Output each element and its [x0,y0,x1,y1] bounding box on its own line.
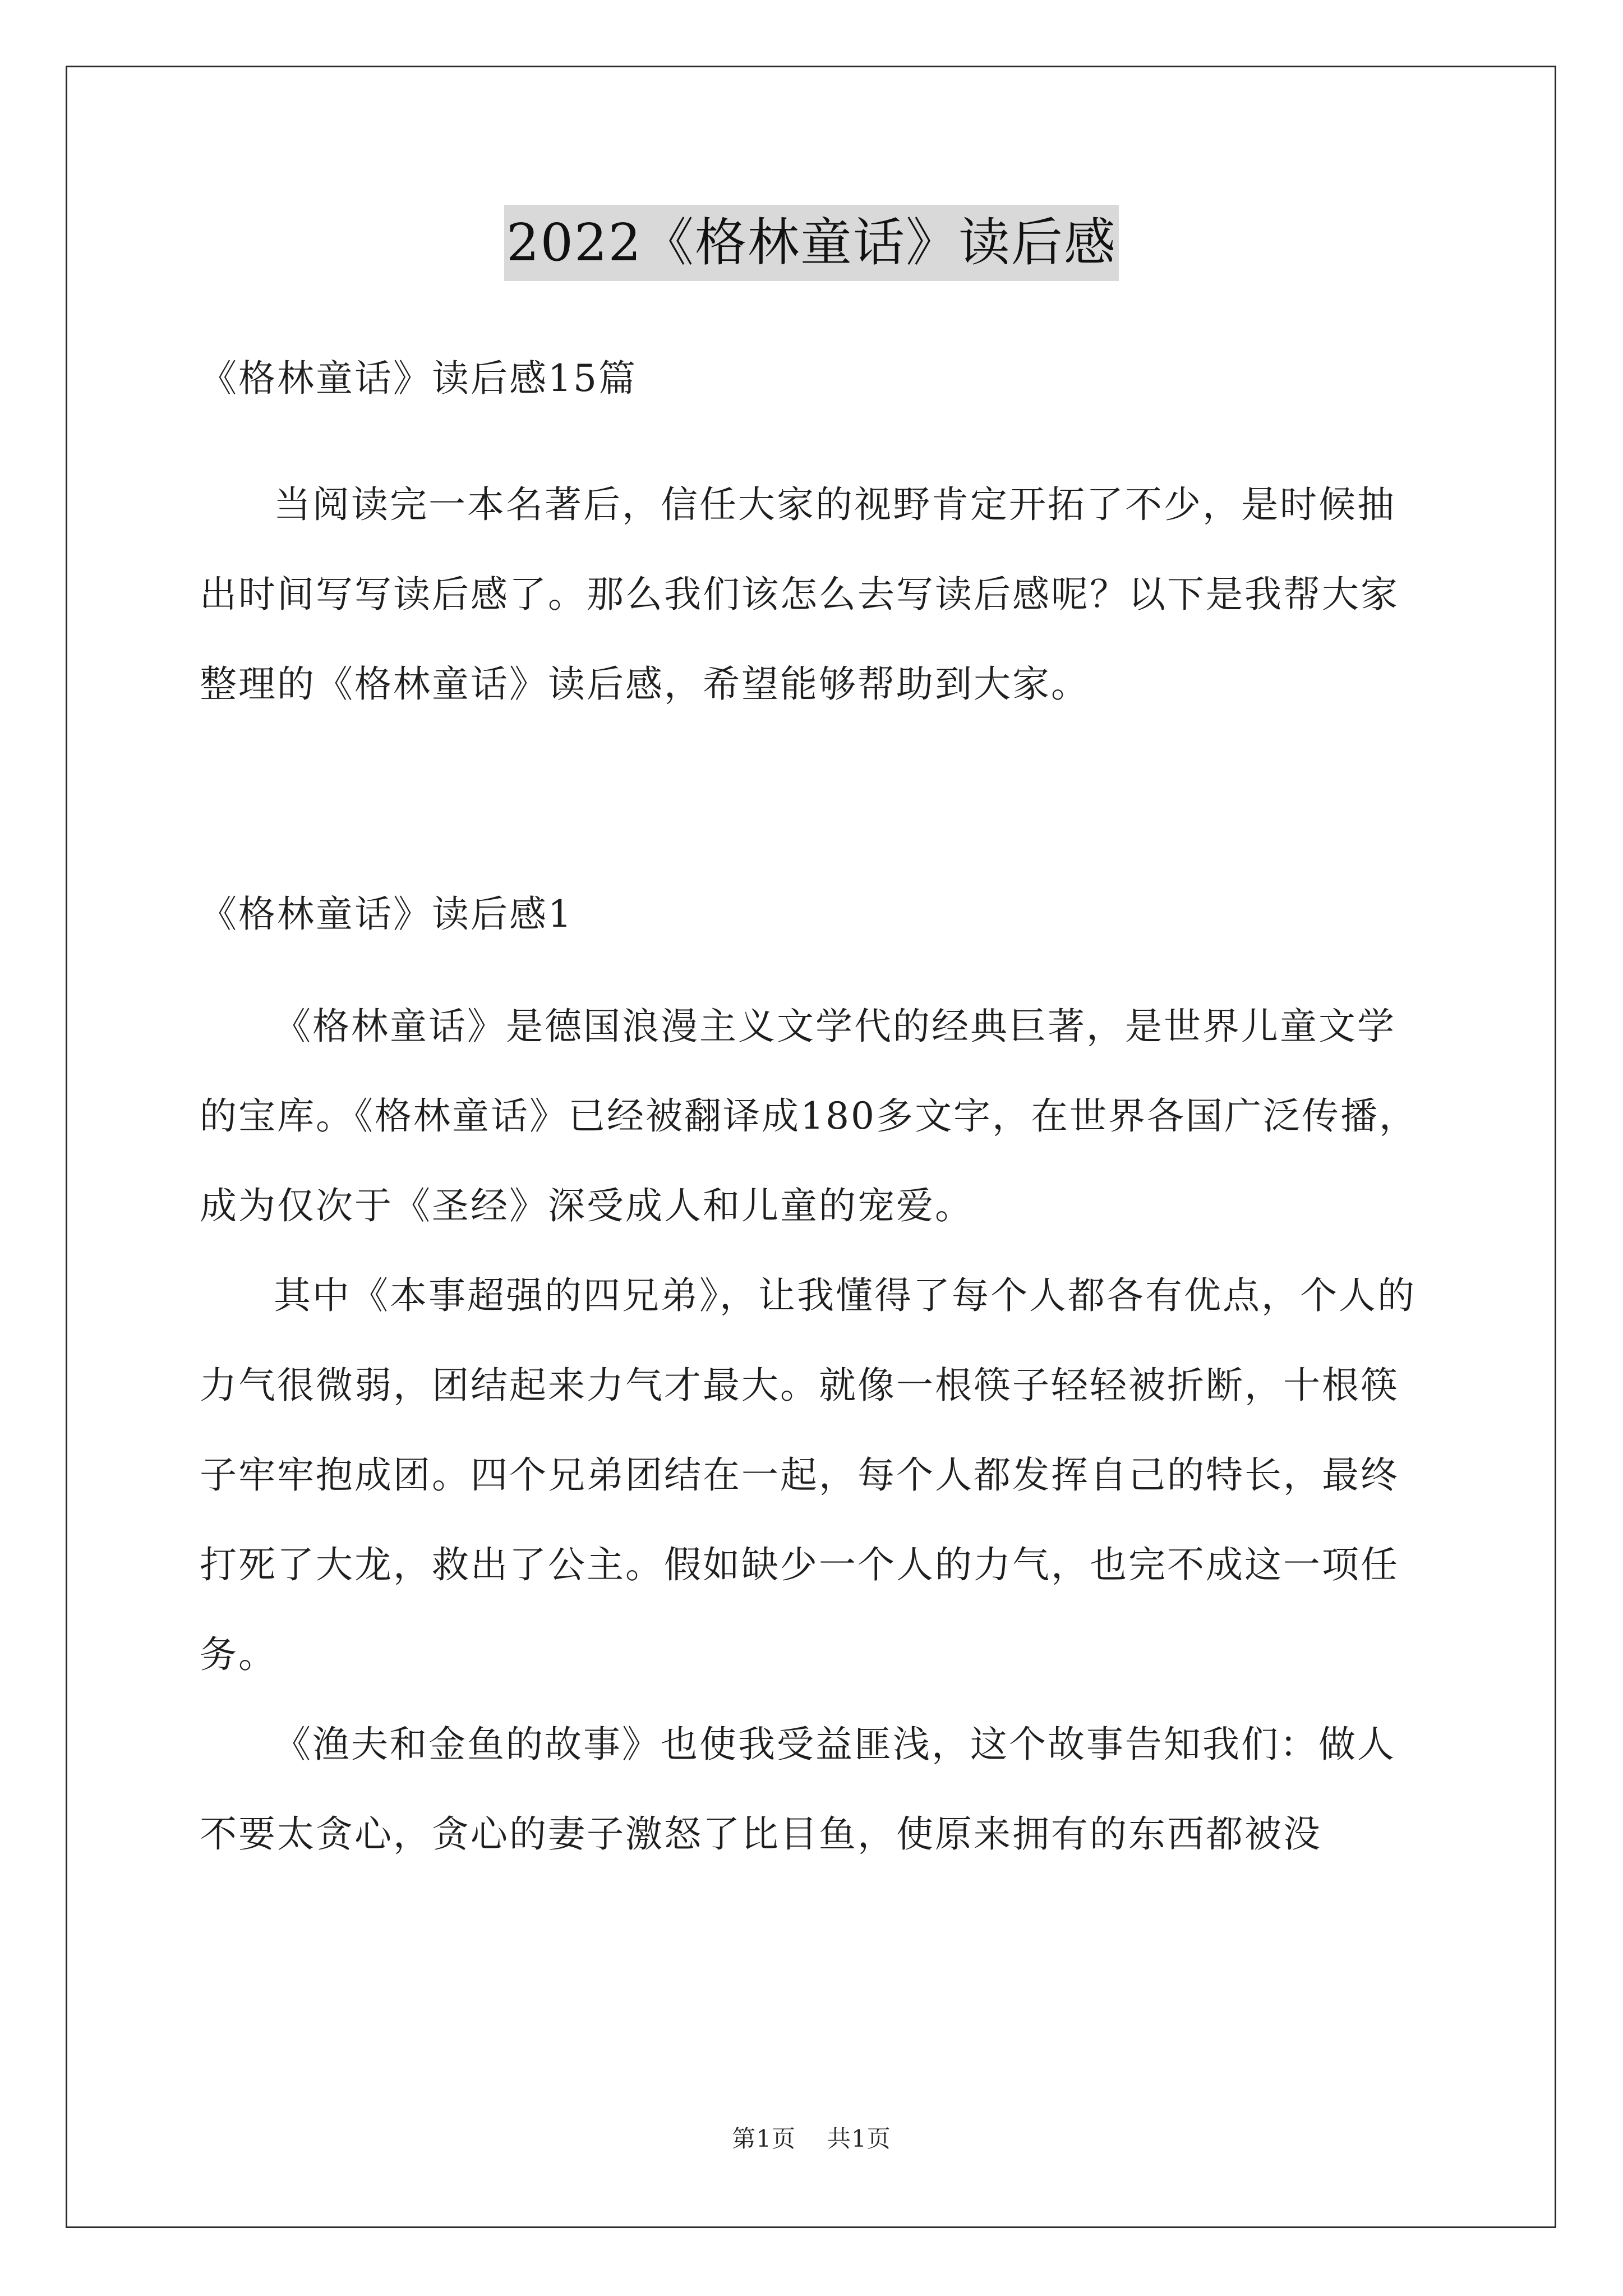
document-subtitle: 《格林童话》读后感15篇 [200,357,637,400]
body-paragraph: 《渔夫和金鱼的故事》也使我受益匪浅，这个故事告知我们：做人不要太贪心，贪心的妻子激怒了比目鱼，使原来拥有的东西都被没 [200,1723,1396,1856]
body-paragraph: 其中《本事超强的四兄弟》，让我懂得了每个人都各有优点，个人的力气很微弱，团结起来力气才最大。就像一根筷子轻轻被折断，十根筷子牢牢抱成团。四个兄弟团结在一起，每个人都发挥自己的特长，最终打死了大龙，救出了公主。假如缺少一个人的力气，也完不成这一项任务。 [200,1274,1416,1676]
page-total: 共1页 [827,2125,891,2152]
intro-paragraph: 当阅读完一本名著后，信任大家的视野肯定开拓了不少，是时候抽出时间写写读后感了。那么我们该怎么去写读后感呢？以下是我帮大家整理的《格林童话》读后感，希望能够帮助到大家。 [200,483,1399,706]
section-heading: 《格林童话》读后感1 [200,892,573,936]
page-number: 第1页 [732,2125,796,2152]
intro-section [200,460,1433,729]
page-footer [0,2120,1623,2154]
document-title: 2022《格林童话》读后感 [504,205,1119,281]
title-container [0,205,1623,281]
body-section [200,982,1433,1879]
body-paragraph: 《格林童话》是德国浪漫主义文学代的经典巨著，是世界儿童文学的宝库。《格林童话》已经被翻译成180多文字，在世界各国广泛传播，成为仅次于《圣经》深受成人和儿童的宠爱。 [200,1005,1418,1227]
